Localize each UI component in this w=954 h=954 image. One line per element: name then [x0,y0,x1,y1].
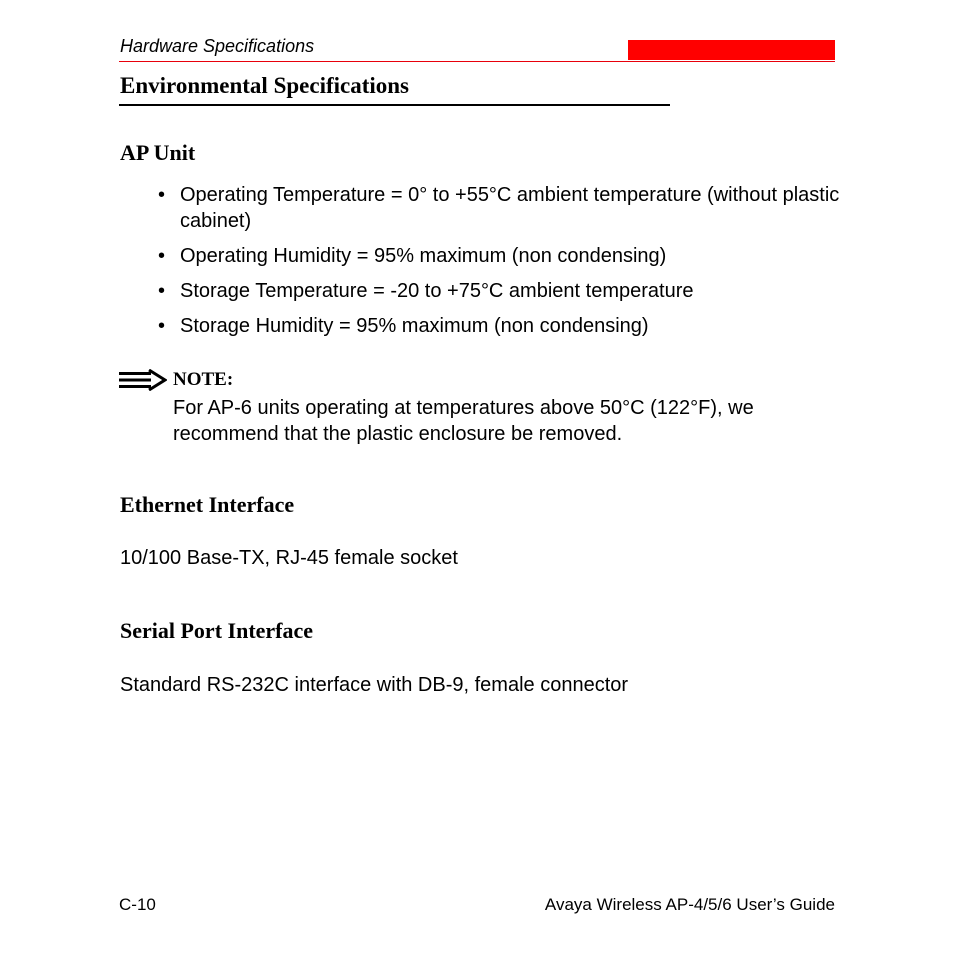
spec-text: Storage Humidity = 95% maximum (non condensing) [180,315,649,337]
serial-heading: Serial Port Interface [120,618,314,643]
list-item [158,182,848,234]
ethernet-text: 10/100 Base-TX, RJ-45 female socket [120,547,458,569]
note-arrow-icon [119,369,167,391]
header-rule [119,61,835,62]
ap-unit-spec-list [158,182,848,348]
spec-text: Operating Humidity = 95% maximum (non condensing) [180,245,667,267]
running-header: Hardware Specifications [120,36,315,56]
bullet-icon: • [158,245,166,267]
guide-title: Avaya Wireless AP-4/5/6 User’s Guide [544,895,835,914]
header-accent-bar [628,40,835,60]
serial-text: Standard RS-232C interface with DB-9, female connector [120,674,629,696]
page-number: C-10 [119,895,156,914]
list-item [158,243,848,269]
section-title: Environmental Specifications [120,73,410,98]
spec-text: Operating Temperature = 0° to +55°C ambient temperature (without plastic cabinet) [180,184,840,232]
ethernet-heading: Ethernet Interface [120,492,295,517]
list-item [158,313,848,339]
bullet-icon: • [158,184,166,206]
spec-text: Storage Temperature = -20 to +75°C ambient temperature [180,280,694,302]
list-item [158,278,848,304]
section-rule [119,104,670,106]
ap-unit-heading: AP Unit [120,140,196,165]
note-label: NOTE: [173,369,234,390]
bullet-icon: • [158,280,166,302]
bullet-icon: • [158,315,166,337]
note-text: For AP-6 units operating at temperatures above 50°C (122°F), we recommend that the plastic enclosure be removed. [173,397,754,445]
